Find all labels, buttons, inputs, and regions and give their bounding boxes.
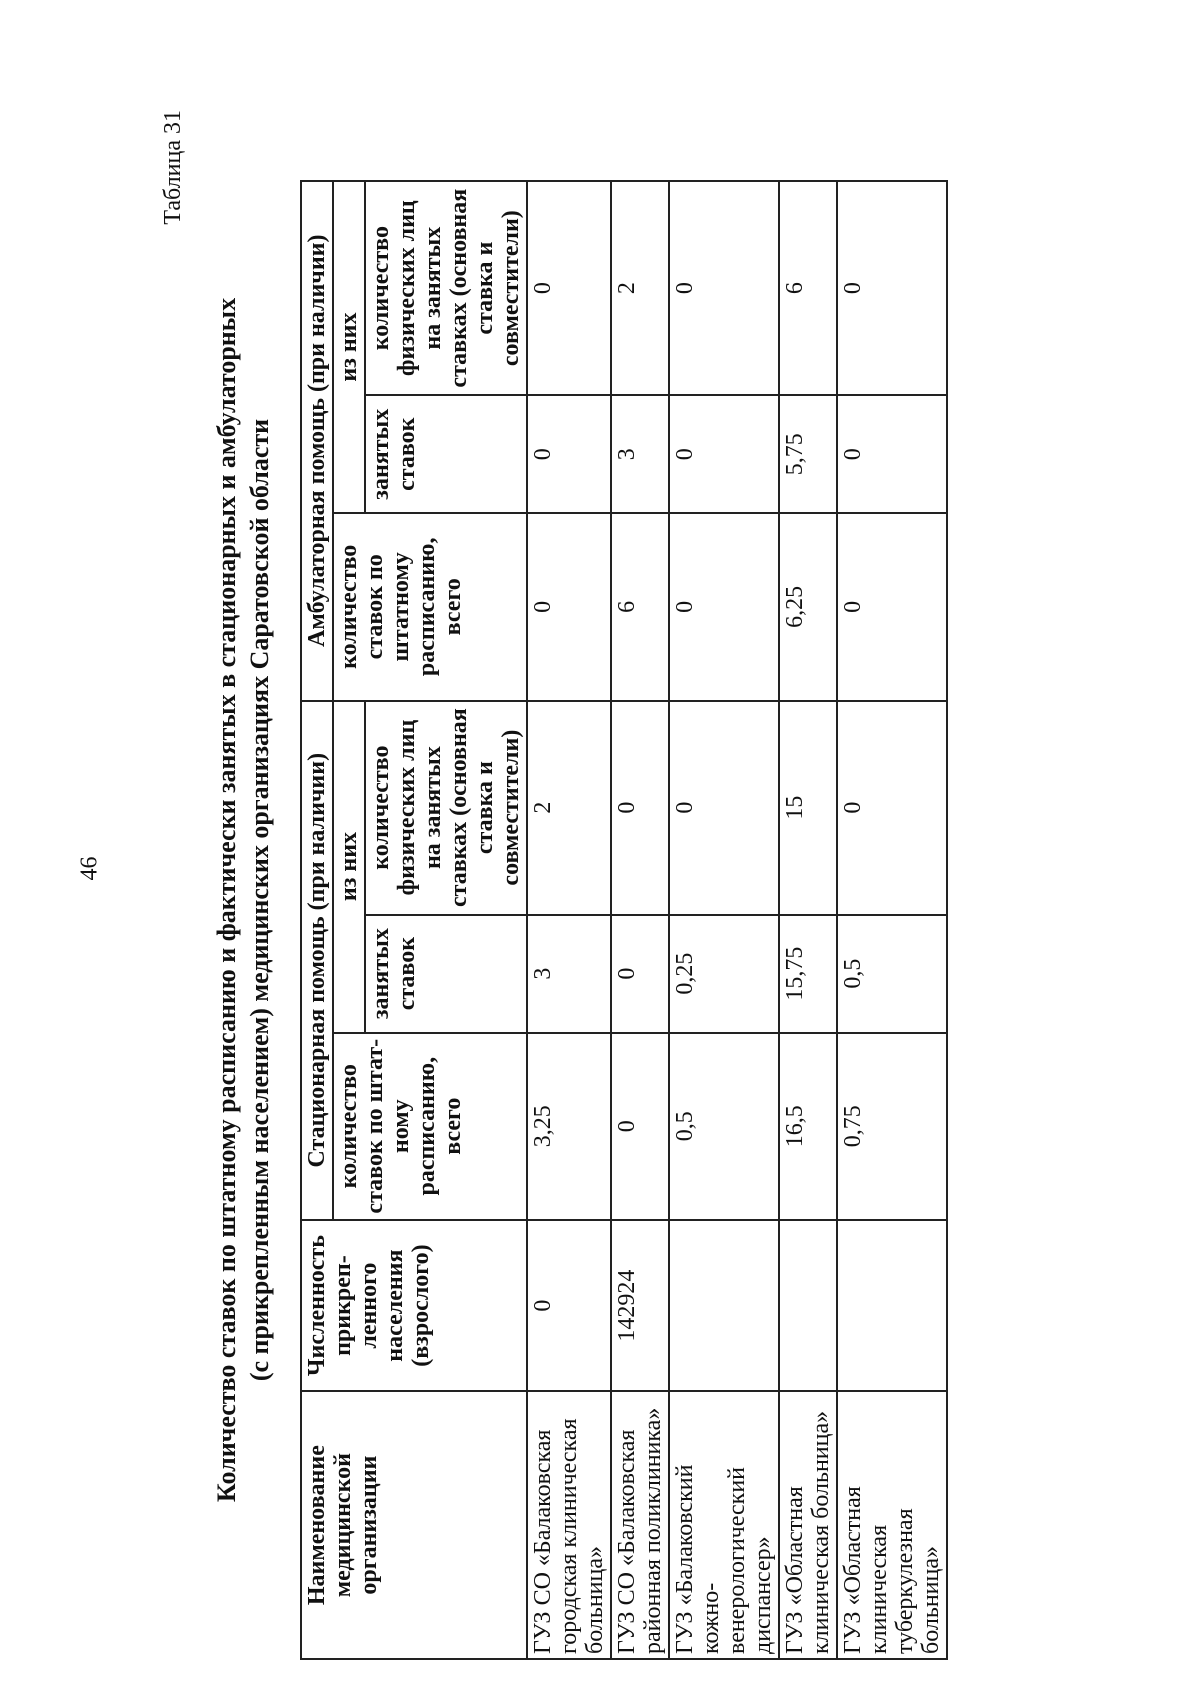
- header-population: Численность прикреп-ленного населения (взрослого): [301, 1220, 527, 1391]
- cell-in-total: 3,25: [527, 1033, 611, 1220]
- cell-out-pers: 2: [611, 181, 669, 395]
- cell-out-total: 0: [669, 513, 779, 700]
- title-line-1: Количество ставок по штатному расписанию и фактически занятых в стационарных и амбулаторных: [212, 297, 241, 1503]
- cell-out-occ: 0: [837, 395, 947, 513]
- cell-in-total: 0: [611, 1033, 669, 1220]
- cell-out-total: 6: [611, 513, 669, 700]
- header-outpatient-occupied: занятых ставок: [365, 395, 527, 513]
- cell-in-occ: 3: [527, 915, 611, 1033]
- cell-population: 142924: [611, 1220, 669, 1391]
- header-outpatient-persons: количество физических лиц на занятых ставках (основная ставка и совместители): [365, 181, 527, 395]
- cell-out-occ: 0: [669, 395, 779, 513]
- cell-out-total: 0: [837, 513, 947, 700]
- cell-out-total: 0: [527, 513, 611, 700]
- title-line-2: (с прикрепленным населением) медицинских организациях Саратовской области: [245, 418, 274, 1382]
- header-inpatient-of-them: из них: [333, 701, 365, 1033]
- cell-name: ГУЗ СО «Балаковская городская клиническая больница»: [527, 1391, 611, 1659]
- header-outpatient-of-them: из них: [333, 181, 365, 513]
- table-row: [779, 181, 837, 1659]
- rotated-content: [160, 80, 1200, 1680]
- table-row: [611, 181, 669, 1659]
- cell-name: ГУЗ «Балаковский кожно-венерологический диспансер»: [669, 1391, 779, 1659]
- table-label: Таблица 31: [160, 110, 186, 225]
- cell-in-total: 0,75: [837, 1033, 947, 1220]
- cell-out-pers: 0: [669, 181, 779, 395]
- cell-population: [669, 1220, 779, 1391]
- header-name: Наименование медицинской организации: [301, 1391, 527, 1659]
- header-inpatient-total: количество ставок по штат-ному расписанию, всего: [333, 1033, 527, 1220]
- table-row: [669, 181, 779, 1659]
- header-outpatient: Амбулаторная помощь (при наличии): [301, 181, 333, 701]
- table-row: [527, 181, 611, 1659]
- cell-out-pers: 0: [837, 181, 947, 395]
- cell-population: [779, 1220, 837, 1391]
- header-inpatient: Стационарная помощь (при наличии): [301, 701, 333, 1220]
- cell-in-total: 0,5: [669, 1033, 779, 1220]
- table-row: [837, 181, 947, 1659]
- cell-out-occ: 5,75: [779, 395, 837, 513]
- page-number: 46: [76, 856, 103, 881]
- header-outpatient-total: количество ставок по штатному расписанию, всего: [333, 513, 527, 700]
- cell-out-total: 6,25: [779, 513, 837, 700]
- cell-in-pers: 2: [527, 701, 611, 915]
- cell-name: ГУЗ «Областная клиническая больница»: [779, 1391, 837, 1659]
- cell-in-pers: 0: [837, 701, 947, 915]
- cell-out-pers: 6: [779, 181, 837, 395]
- cell-population: 0: [527, 1220, 611, 1391]
- cell-in-total: 16,5: [779, 1033, 837, 1220]
- cell-out-pers: 0: [527, 181, 611, 395]
- data-table: [300, 180, 948, 1660]
- cell-population: [837, 1220, 947, 1391]
- cell-in-occ: 0: [611, 915, 669, 1033]
- cell-name: ГУЗ СО «Балаковская районная поликлиника»: [611, 1391, 669, 1659]
- cell-in-occ: 0,25: [669, 915, 779, 1033]
- cell-out-occ: 3: [611, 395, 669, 513]
- cell-name: ГУЗ «Областная клиническая туберкулезная больница»: [837, 1391, 947, 1659]
- table-title: [210, 240, 276, 1560]
- cell-in-occ: 15,75: [779, 915, 837, 1033]
- header-inpatient-occupied: занятых ставок: [365, 915, 527, 1033]
- cell-in-pers: 0: [669, 701, 779, 915]
- cell-in-pers: 0: [611, 701, 669, 915]
- cell-in-occ: 0,5: [837, 915, 947, 1033]
- cell-out-occ: 0: [527, 395, 611, 513]
- header-inpatient-persons: количество физических лиц на занятых ставках (основная ставка и совместители): [365, 701, 527, 915]
- cell-in-pers: 15: [779, 701, 837, 915]
